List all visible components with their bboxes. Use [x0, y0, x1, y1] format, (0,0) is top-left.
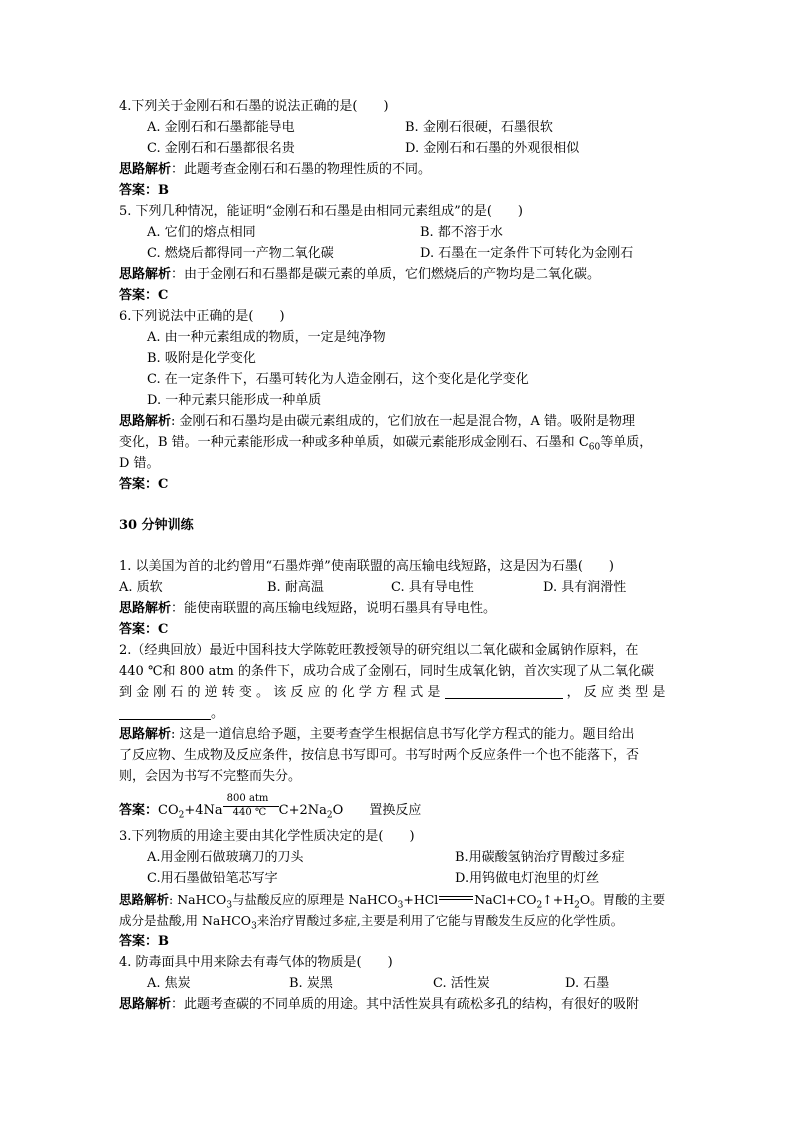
q6-analysis-line-1 — [119, 411, 679, 432]
answer-label: 答案 — [119, 183, 146, 198]
t3-analysis-line-1: 思路解析: NaHCO$_3$与盐酸反应的原理是 NaHCO$_3$+HCl $NaCl+CO_2↑+H_2O$。胃酸的主要 — [119, 892, 666, 911]
analysis-text: ：此题考查碳的不同单质的用途。其中活性炭具有疏松多孔的结构，有很好的吸附 — [171, 997, 640, 1012]
answer-value: ：C — [145, 622, 169, 637]
analysis-label: 思路解析 — [119, 414, 172, 429]
answer-label: 答案 — [119, 934, 146, 949]
q4-answer — [119, 180, 679, 201]
t1-option-a: A. 质软 — [119, 580, 163, 595]
q5-stem: 5. 下列几种情况，能证明“金刚石和石墨是由相同元素组成”的是( ) — [119, 204, 523, 219]
reaction-condition: 800 atm 440 ℃ — [223, 800, 279, 821]
q6-stem: 6.下列说法中正确的是( ) — [119, 309, 285, 324]
t3-option-c: C.用石墨做铅笔芯写字 — [147, 871, 278, 886]
q5-answer — [119, 285, 679, 306]
t1-option-d: D. 具有润滑性 — [543, 580, 627, 595]
t3-options-row-2 — [147, 868, 707, 889]
answer-label: 答案 — [119, 803, 146, 818]
equation-left: $CO_2+4Na$ — [158, 803, 223, 821]
t3-option-b: B.用碳酸氢钠治疗胃酸过多症 — [455, 850, 625, 865]
t4-option-d: D. 石墨 — [565, 976, 610, 991]
t2-analysis-line-2: 了反应物、生成物及反应条件，按信息书写即可。书写时两个反应条件一个也不能落下，否 — [119, 748, 640, 763]
answer-value: ：C — [145, 288, 169, 303]
equation-answer-blank[interactable] — [445, 684, 563, 699]
answer-value: ：B — [145, 183, 170, 198]
t3-options-row-1 — [147, 847, 707, 868]
analysis-text: : 金刚石和石墨均是由碳元素组成的，它们放在一起是混合物，A 错。吸附是物理 — [171, 414, 636, 429]
t4-option-a: A. 焦炭 — [147, 976, 191, 991]
t2-analysis-line-1 — [119, 724, 679, 745]
q5-option-d: D. 石墨在一定条件下可转化为金刚石 — [420, 246, 634, 261]
q6-answer — [119, 474, 679, 495]
analysis-label: 思路解析 — [119, 997, 172, 1012]
analysis-text: ：此题考查金刚石和石墨的物理性质的不同。 — [171, 162, 432, 177]
analysis-label: 思路解析 — [119, 162, 172, 177]
analysis-text: ：能使南联盟的高压输电线短路，说明石墨具有导电性。 — [171, 601, 497, 616]
q4-option-d: D. 金刚石和石墨的外观很相似 — [405, 141, 580, 156]
q5-option-b: B. 都不溶于水 — [420, 225, 503, 240]
q4-analysis — [119, 159, 679, 180]
q6-option-d: D. 一种元素只能形成一种单质 — [147, 393, 322, 408]
t3-answer — [119, 931, 679, 952]
q5-option-a: A. 它们的熔点相同 — [147, 225, 256, 240]
t3-option-d: D.用钨做电灯泡里的灯丝 — [455, 871, 600, 886]
equals-sign — [439, 896, 473, 900]
answer-label: 答案 — [119, 288, 146, 303]
q4-options-row-1 — [147, 117, 707, 138]
t1-option-b: B. 耐高温 — [267, 580, 324, 595]
t2-stem-line-2: 440 ℃和 800 atm 的条件下，成功合成了金刚石，同时生成氧化钠，首次实现了从二氧化碳 — [119, 664, 654, 679]
t4-analysis — [119, 994, 679, 1015]
t1-option-c: C. 具有导电性 — [391, 580, 474, 595]
t3-option-a: A.用金刚石做玻璃刀的刀头 — [147, 850, 304, 865]
t1-answer — [119, 619, 679, 640]
q5-options-row-1 — [147, 222, 707, 243]
answer-label: 答案 — [119, 622, 146, 637]
q5-option-c: C. 燃烧后都得同一产物二氧化碳 — [147, 246, 334, 261]
q4-option-c: C. 金刚石和石墨都很名贵 — [147, 141, 295, 156]
t2-stem-line-1: 2.（经典回放）最近中国科技大学陈乾旺教授领导的研究组以二氧化碳和金属钠作原料，在 — [119, 643, 639, 658]
q6-analysis-line-3: D 错。 — [119, 456, 160, 471]
t2-answer: 答案：$CO_2+4Na$ 800 atm 440 ℃ $C+2Na_2O$ 置换反应 — [119, 793, 422, 821]
equation-right: $C+2Na_2O$ — [278, 803, 344, 821]
q5-analysis — [119, 264, 679, 285]
t4-option-c: C. 活性炭 — [433, 976, 490, 991]
t1-options-row — [119, 577, 679, 598]
section-title: 30 分钟训练 — [119, 518, 194, 533]
q4-stem: 4.下列关于金刚石和石墨的说法正确的是( ) — [119, 99, 389, 114]
q4-option-b: B. 金刚石很硬，石墨很软 — [405, 120, 553, 135]
t1-stem: 1. 以美国为首的北约曾用“石墨炸弹”使南联盟的高压输电线短路，这是因为石墨( ) — [119, 559, 614, 574]
q6-option-c: C. 在一定条件下，石墨可转化为人造金刚石，这个变化是化学变化 — [147, 372, 529, 387]
analysis-text: ：由于金刚石和石墨都是碳元素的单质，它们燃烧后的产物均是二氧化碳。 — [171, 267, 601, 282]
analysis-label: 思路解析 — [119, 727, 172, 742]
answer-label: 答案 — [119, 477, 146, 492]
q5-options-row-2 — [147, 243, 707, 264]
q6-option-a: A. 由一种元素组成的物质，一定是纯净物 — [147, 330, 386, 345]
answer-value: ：B — [145, 934, 170, 949]
analysis-label: 思路解析 — [119, 267, 172, 282]
reaction-type-answer: 置换反应 — [369, 803, 422, 818]
q4-option-a: A. 金刚石和石墨都能导电 — [147, 120, 295, 135]
t2-stem-line-4: 。 — [119, 703, 679, 724]
analysis-text: : 这是一道信息给予题，主要考查学生根据信息书写化学方程式的能力。题目给出 — [171, 727, 635, 742]
t4-options-row — [147, 973, 707, 994]
q6-analysis-line-2: 变化，B 错。一种元素能形成一种或多种单质，如碳元素能形成金刚石、石墨和 $C_{60}$等单质， — [119, 435, 653, 453]
t4-stem: 4. 防毒面具中用来除去有毒气体的物质是( ) — [119, 955, 393, 970]
t3-stem: 3.下列物质的用途主要由其化学性质决定的是( ) — [119, 829, 415, 844]
t3-analysis-line-2: 成分是盐酸,用 NaHCO$_3$来治疗胃酸过多症,主要是利用了它能与胃酸发生反应的化学性质。 — [119, 913, 624, 932]
analysis-label: 思路解析 — [119, 892, 170, 907]
t2-analysis-line-3: 则，会因为书写不完整而失分。 — [119, 769, 302, 784]
q4-options-row-2 — [147, 138, 707, 159]
analysis-label: 思路解析 — [119, 601, 172, 616]
t2-stem-line-3: 到 金 刚 石 的 逆 转 变 。 该 反 应 的 化 学 方 程 式 是 ， 反 应 类 型 是 — [119, 685, 666, 700]
t4-option-b: B. 炭黑 — [289, 976, 333, 991]
q6-option-b: B. 吸附是化学变化 — [147, 351, 256, 366]
reaction-type-blank[interactable] — [119, 705, 211, 720]
answer-value: ：C — [145, 477, 169, 492]
t1-analysis — [119, 598, 679, 619]
